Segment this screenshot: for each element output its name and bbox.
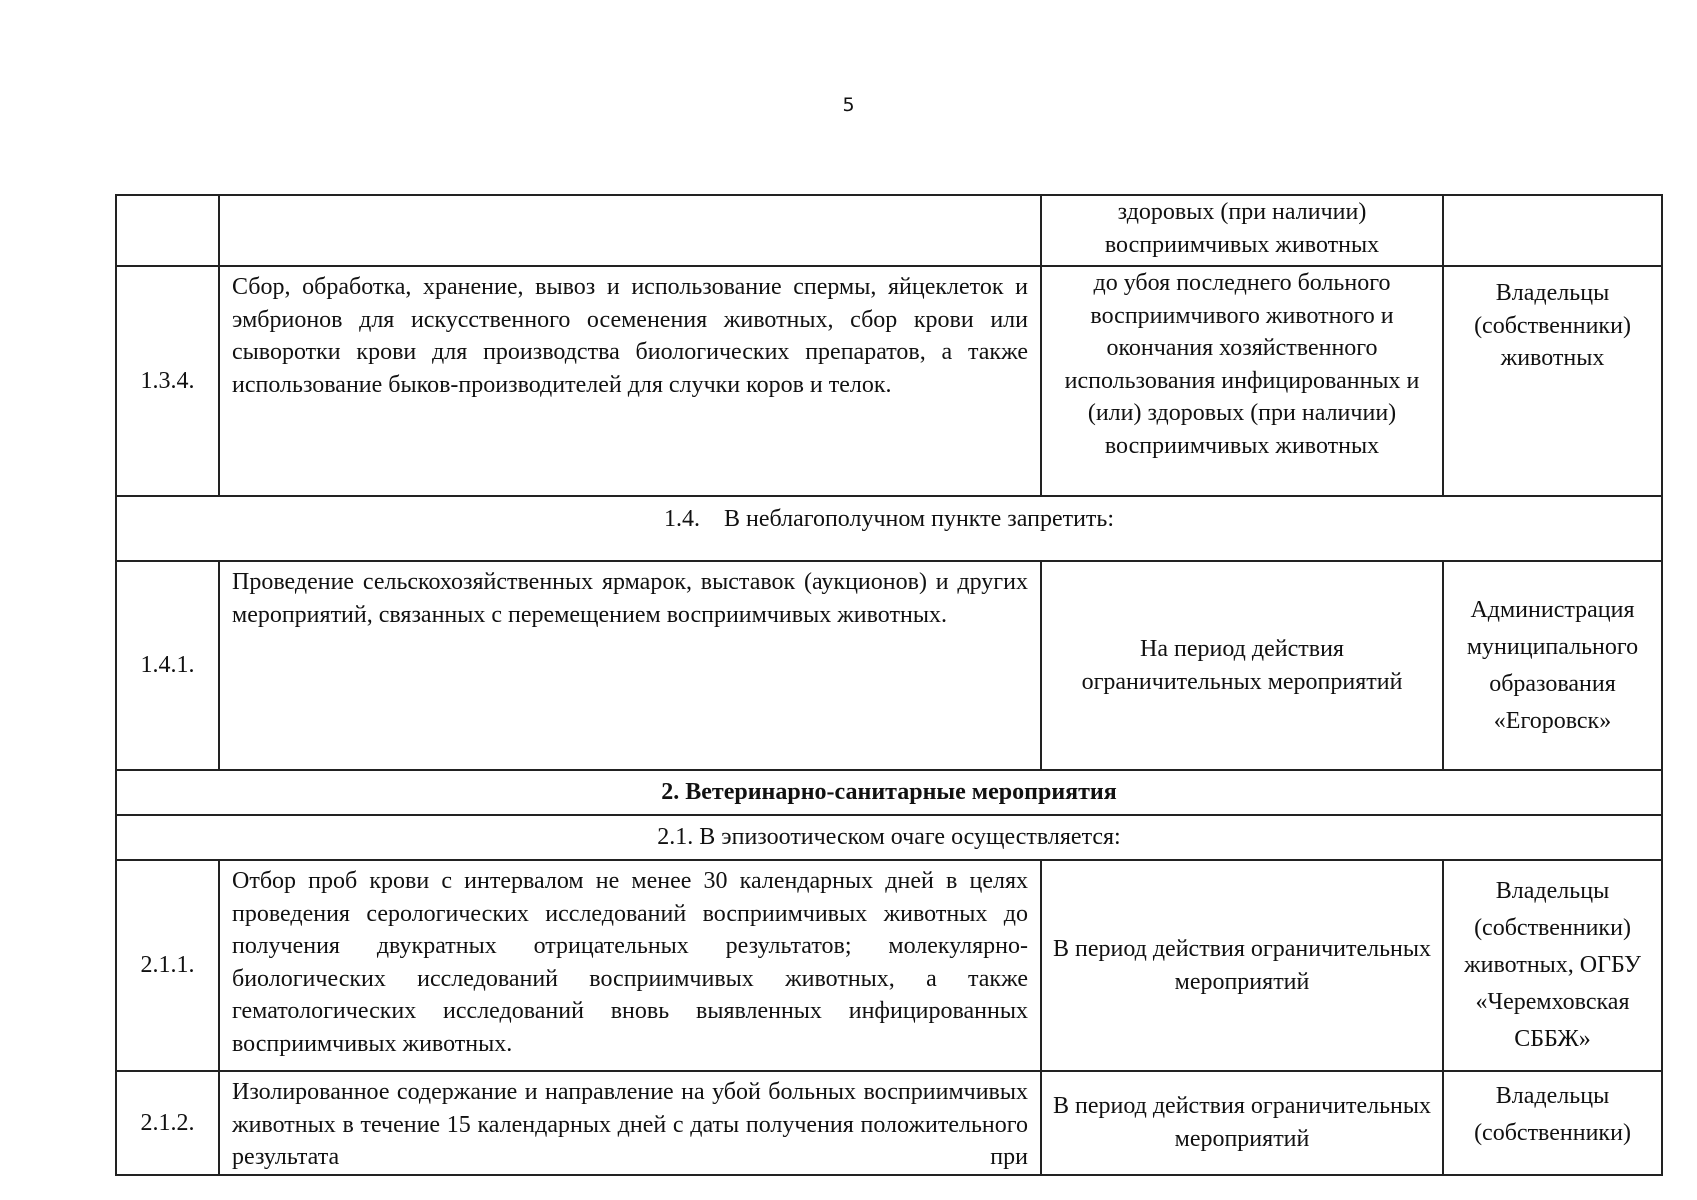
item-number: 2.1.2. [116, 1071, 219, 1175]
item-responsible: Владельцы (собственники) животных [1443, 266, 1662, 496]
table-row [116, 561, 1662, 770]
item-term: здоровых (при наличии) восприимчивых животных [1041, 195, 1443, 266]
table-row [116, 1071, 1662, 1175]
measures-table [115, 194, 1663, 1176]
item-responsible: Администрация муниципального образования «Егоровск» [1443, 561, 1662, 770]
item-description: Изолированное содержание и направление на убой больных восприимчивых животных в течение 15 календарных дней с даты получения положительного результата при [219, 1071, 1041, 1175]
subsection-heading: 2.1. В эпизоотическом очаге осуществляется: [116, 815, 1662, 860]
item-responsible [1443, 195, 1662, 266]
item-description: Проведение сельскохозяйственных ярмарок, выставок (аукционов) и других мероприятий, связанных с перемещением восприимчивых животных. [219, 561, 1041, 770]
table-row [116, 266, 1662, 496]
table-row [116, 860, 1662, 1071]
page-number: 5 [842, 94, 855, 116]
section-heading: 2. Ветеринарно-санитарные мероприятия [116, 770, 1662, 815]
item-number: 1.3.4. [116, 266, 219, 496]
item-description: Отбор проб крови с интервалом не менее 30 календарных дней в целях проведения серологических исследований восприимчивых животных до получения двукратных отрицательных результатов; молекулярно-биологических исследований восприимчивых животных, а также гематологических исследований вновь выявленных инфицированных восприимчивых животных. [219, 860, 1041, 1071]
section-row [116, 815, 1662, 860]
section-row [116, 770, 1662, 815]
item-number: 2.1.1. [116, 860, 219, 1071]
item-term: В период действия ограничительных мероприятий [1041, 1071, 1443, 1175]
item-responsible: Владельцы (собственники) животных, ОГБУ «Черемховская СББЖ» [1443, 860, 1662, 1071]
item-number: 1.4.1. [116, 561, 219, 770]
item-term: В период действия ограничительных мероприятий [1041, 860, 1443, 1071]
item-term: до убоя последнего больного восприимчивого животного и окончания хозяйственного использования инфицированных и (или) здоровых (при наличии) восприимчивых животных [1041, 266, 1443, 496]
item-number [116, 195, 219, 266]
table-row [116, 195, 1662, 266]
section-heading: 1.4. В неблагополучном пункте запретить: [116, 496, 1662, 561]
item-term: На период действия ограничительных мероприятий [1041, 561, 1443, 770]
item-description: Сбор, обработка, хранение, вывоз и использование спермы, яйцеклеток и эмбрионов для искусственного осеменения животных, сбор крови или сыворотки крови для производства биологических препаратов, а также использование быков-производителей для случки коров и телок. [219, 266, 1041, 496]
section-row [116, 496, 1662, 561]
item-description [219, 195, 1041, 266]
item-responsible: Владельцы (собственники) [1443, 1071, 1662, 1175]
